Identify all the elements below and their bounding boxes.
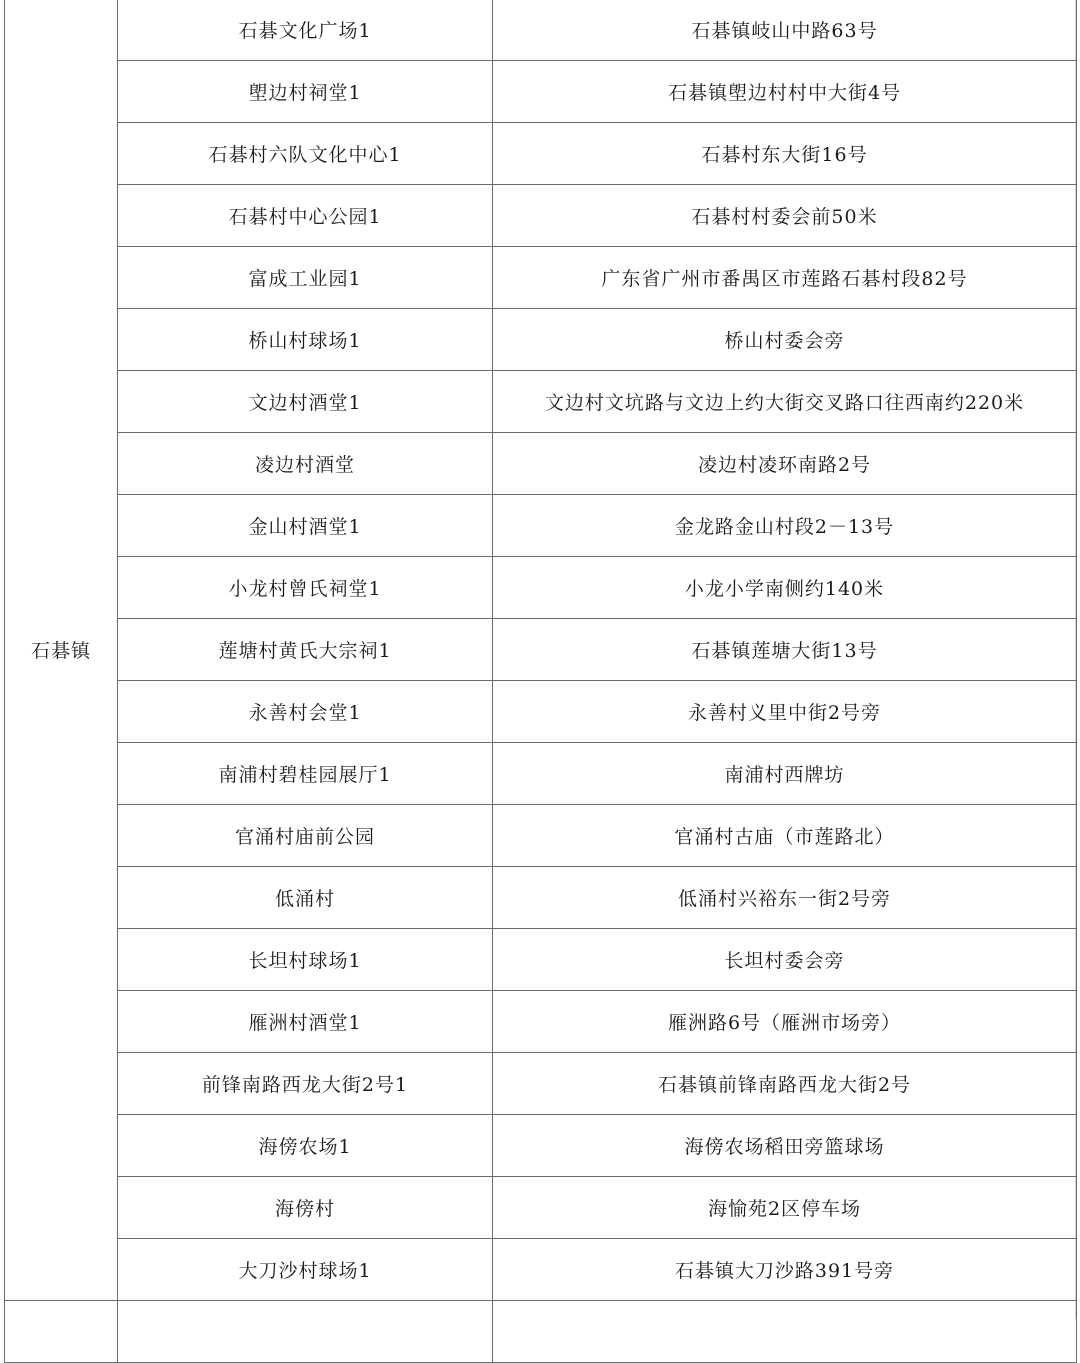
site-address-cell[interactable]: 低涌村兴裕东一街2号旁 bbox=[493, 867, 1077, 929]
site-name-cell-next[interactable] bbox=[118, 1301, 493, 1363]
table-row bbox=[5, 1053, 1077, 1115]
table-row bbox=[5, 619, 1077, 681]
table-row bbox=[5, 123, 1077, 185]
table-body bbox=[5, 0, 1077, 1363]
site-name-cell[interactable]: 雁洲村酒堂1 bbox=[118, 991, 493, 1053]
site-address-cell[interactable]: 永善村义里中街2号旁 bbox=[493, 681, 1077, 743]
site-name-cell[interactable]: 小龙村曾氏祠堂1 bbox=[118, 557, 493, 619]
table-row bbox=[5, 61, 1077, 123]
site-name-cell[interactable]: 文边村酒堂1 bbox=[118, 371, 493, 433]
site-name-cell[interactable]: 海傍村 bbox=[118, 1177, 493, 1239]
testing-sites-table bbox=[4, 0, 1077, 1363]
site-address-cell[interactable]: 海傍农场稻田旁篮球场 bbox=[493, 1115, 1077, 1177]
site-address-cell[interactable]: 海愉苑2区停车场 bbox=[493, 1177, 1077, 1239]
table-row bbox=[5, 0, 1077, 61]
site-name-cell[interactable]: 大刀沙村球场1 bbox=[118, 1239, 493, 1301]
site-name-cell[interactable]: 石碁文化广场1 bbox=[118, 0, 493, 61]
site-address-cell[interactable]: 广东省广州市番禺区市莲路石碁村段82号 bbox=[493, 247, 1077, 309]
site-name-cell[interactable]: 塱边村祠堂1 bbox=[118, 61, 493, 123]
site-address-cell[interactable]: 石碁镇岐山中路63号 bbox=[493, 0, 1077, 61]
table-row bbox=[5, 247, 1077, 309]
table-row bbox=[5, 433, 1077, 495]
table-row bbox=[5, 495, 1077, 557]
table-row bbox=[5, 371, 1077, 433]
site-address-cell[interactable]: 南浦村西牌坊 bbox=[493, 743, 1077, 805]
site-name-cell[interactable]: 南浦村碧桂园展厅1 bbox=[118, 743, 493, 805]
site-address-cell-next[interactable] bbox=[493, 1301, 1077, 1363]
town-cell-next[interactable] bbox=[5, 1301, 118, 1363]
table-row-partial bbox=[5, 1301, 1077, 1363]
table-row bbox=[5, 185, 1077, 247]
table-row bbox=[5, 805, 1077, 867]
site-name-cell[interactable]: 官涌村庙前公园 bbox=[118, 805, 493, 867]
site-name-cell[interactable]: 金山村酒堂1 bbox=[118, 495, 493, 557]
table-row bbox=[5, 681, 1077, 743]
site-address-cell[interactable]: 雁洲路6号（雁洲市场旁） bbox=[493, 991, 1077, 1053]
site-address-cell[interactable]: 石碁村村委会前50米 bbox=[493, 185, 1077, 247]
site-name-cell[interactable]: 石碁村六队文化中心1 bbox=[118, 123, 493, 185]
site-name-cell[interactable]: 低涌村 bbox=[118, 867, 493, 929]
site-address-cell[interactable]: 石碁村东大街16号 bbox=[493, 123, 1077, 185]
site-address-cell[interactable]: 凌边村凌环南路2号 bbox=[493, 433, 1077, 495]
table-row bbox=[5, 743, 1077, 805]
site-address-cell[interactable]: 官涌村古庙（市莲路北） bbox=[493, 805, 1077, 867]
table-row bbox=[5, 929, 1077, 991]
site-name-cell[interactable]: 海傍农场1 bbox=[118, 1115, 493, 1177]
site-address-cell[interactable]: 金龙路金山村段2－13号 bbox=[493, 495, 1077, 557]
site-address-cell[interactable]: 长坦村委会旁 bbox=[493, 929, 1077, 991]
site-name-cell[interactable]: 桥山村球场1 bbox=[118, 309, 493, 371]
table-row bbox=[5, 1115, 1077, 1177]
site-address-cell[interactable]: 石碁镇塱边村村中大街4号 bbox=[493, 61, 1077, 123]
town-cell[interactable]: 石碁镇 bbox=[5, 0, 118, 1301]
table-row bbox=[5, 1239, 1077, 1301]
site-name-cell[interactable]: 富成工业园1 bbox=[118, 247, 493, 309]
site-name-cell[interactable]: 前锋南路西龙大街2号1 bbox=[118, 1053, 493, 1115]
site-name-cell[interactable]: 石碁村中心公园1 bbox=[118, 185, 493, 247]
site-address-cell[interactable]: 桥山村委会旁 bbox=[493, 309, 1077, 371]
site-address-cell[interactable]: 石碁镇前锋南路西龙大街2号 bbox=[493, 1053, 1077, 1115]
site-address-cell[interactable]: 石碁镇大刀沙路391号旁 bbox=[493, 1239, 1077, 1301]
site-address-cell[interactable]: 文边村文坑路与文边上约大街交叉路口往西南约220米 bbox=[493, 371, 1077, 433]
site-name-cell[interactable]: 凌边村酒堂 bbox=[118, 433, 493, 495]
table-row bbox=[5, 309, 1077, 371]
site-name-cell[interactable]: 长坦村球场1 bbox=[118, 929, 493, 991]
site-name-cell[interactable]: 永善村会堂1 bbox=[118, 681, 493, 743]
site-address-cell[interactable]: 石碁镇莲塘大街13号 bbox=[493, 619, 1077, 681]
table-row bbox=[5, 557, 1077, 619]
table-row bbox=[5, 991, 1077, 1053]
site-name-cell[interactable]: 莲塘村黄氏大宗祠1 bbox=[118, 619, 493, 681]
site-address-cell[interactable]: 小龙小学南侧约140米 bbox=[493, 557, 1077, 619]
table-row bbox=[5, 1177, 1077, 1239]
table-row bbox=[5, 867, 1077, 929]
